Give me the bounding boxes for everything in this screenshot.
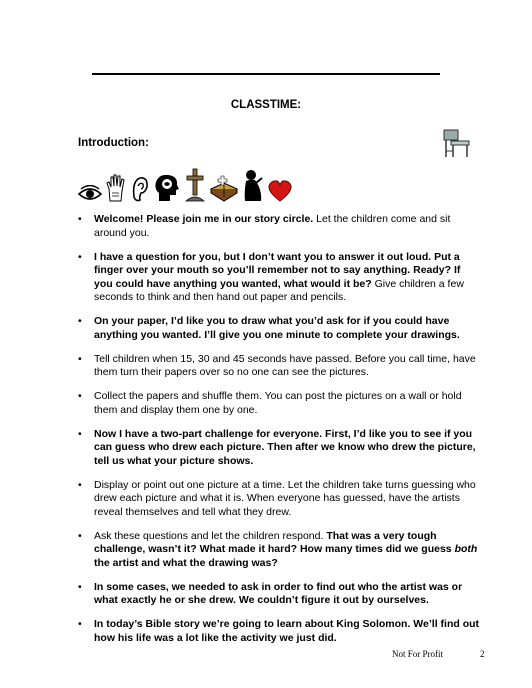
- body-text: Display or point out one picture at a time. Let the children take turns guessing who drew each picture and what it is. When everyone has guessed, have the artists reveal themselves and tell what they drew.: [94, 478, 476, 518]
- body-text: Ask these questions and let the children respond.: [94, 529, 327, 542]
- bullet-marker: •: [78, 390, 82, 402]
- bold-text: Now I have a two-part challenge for everyone. First, I’d like you to see if you can guess who drew each picture. Then after we know who drew the picture, tell us what your picture shows.: [94, 427, 476, 467]
- list-item: [78, 213, 480, 240]
- list-item: [78, 479, 480, 520]
- bullet-marker: •: [78, 529, 82, 542]
- bullet-list: [78, 213, 480, 656]
- bold-text: both: [454, 543, 478, 555]
- cross-icon: [184, 167, 206, 203]
- list-item: [78, 581, 480, 608]
- bullet-marker: •: [78, 427, 82, 440]
- bible-icon: [209, 175, 239, 203]
- bold-text: That was a very tough challenge, wasn’t it? What made it hard? How many times did we guess: [94, 529, 455, 555]
- ear-icon: [130, 175, 150, 203]
- bold-text: Welcome! Please join me in our story circle.: [94, 213, 314, 225]
- bullet-marker: •: [78, 478, 82, 491]
- bold-text: In today’s Bible story we’re going to learn about King Solomon. We’ll find out how his life was a lot like the activity we just did.: [94, 618, 480, 644]
- top-rule: [92, 73, 440, 75]
- praying-person-icon: [242, 169, 264, 203]
- bullet-marker: •: [78, 618, 82, 630]
- section-label: Introduction:: [78, 137, 149, 149]
- list-item: [78, 390, 480, 417]
- hand-icon: [105, 173, 127, 203]
- body-text: Let the children come and sit around you.: [94, 213, 451, 239]
- bullet-marker: •: [78, 250, 82, 263]
- bullet-marker: •: [78, 213, 82, 225]
- page-title: CLASSTIME:: [230, 99, 302, 111]
- bold-text: On your paper, I’d like you to draw what you’d ask for if you could have anything you wanted. I’ll give you one minute to complete your drawings.: [94, 315, 460, 341]
- school-desk-icon: [441, 127, 471, 159]
- bullet-marker: •: [78, 352, 82, 365]
- list-item: [78, 251, 480, 305]
- list-item: [78, 530, 480, 571]
- bold-text: I have a question for you, but I don’t want you to answer it out loud. Put a finger over your mouth so you’ll remember not to say anything. Ready? If you could have anything you wanted, what would it be?: [94, 250, 461, 290]
- list-item: [78, 315, 480, 342]
- body-text: Tell children when 15, 30 and 45 seconds have passed. Before you call time, have them turn their papers over so no one can see the pictures.: [94, 352, 476, 378]
- body-text: Give children a few seconds to think and then hand out paper and pencils.: [94, 277, 464, 303]
- bold-text: In some cases, we needed to ask in order to find out who the artist was or what exactly he or she drew. We couldn’t figure it out by ourselves.: [94, 580, 463, 606]
- icon-row: [78, 163, 293, 203]
- bold-text: the artist and what the drawing was?: [94, 556, 278, 569]
- bullet-marker: •: [78, 580, 82, 593]
- list-item: [78, 618, 480, 645]
- bullet-marker: •: [78, 315, 82, 327]
- list-item: [78, 353, 480, 380]
- head-profile-icon: [153, 173, 181, 203]
- body-text: Collect the papers and shuffle them. You can post the pictures on a wall or hold them and display them one by one.: [94, 390, 462, 416]
- footer-label: Not For Profit: [392, 649, 444, 659]
- list-item: [78, 428, 480, 469]
- heart-icon: [267, 179, 293, 203]
- eye-icon: [78, 185, 102, 203]
- page-number: 2: [480, 649, 485, 659]
